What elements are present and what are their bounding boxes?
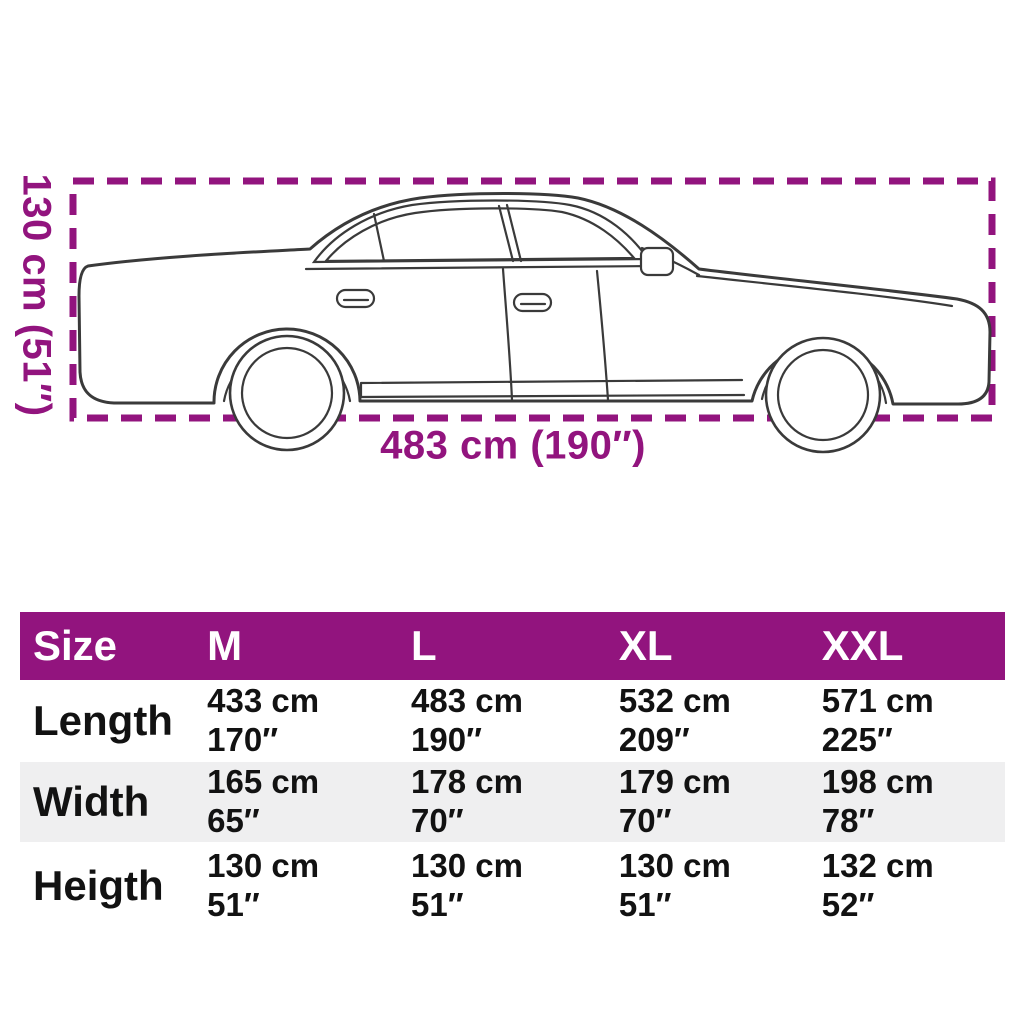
length-l: 483 cm 190″ — [411, 682, 523, 758]
column-header-m: M — [207, 622, 243, 669]
front-wheel — [766, 338, 880, 452]
column-header-size: Size — [33, 622, 118, 669]
width-xxl: 198 cm 78″ — [821, 763, 934, 839]
width-xl: 179 cm 70″ — [618, 763, 731, 839]
table-row-length — [20, 680, 1005, 762]
row-label: Heigth — [33, 862, 164, 909]
side-mirror — [641, 248, 673, 275]
column-header-l: L — [411, 622, 437, 669]
table-header-row — [20, 612, 1005, 680]
length-dimension-label: 483 cm (190″) — [380, 423, 646, 468]
heigth-l: 130 cm 51″ — [411, 847, 523, 923]
length-m: 433 cm 170″ — [207, 682, 320, 758]
heigth-xxl: 132 cm 52″ — [821, 847, 934, 923]
table-row-heigth — [20, 842, 1005, 930]
height-dimension-label: 130 cm (51″) — [14, 173, 59, 417]
size-chart-table — [20, 612, 1005, 930]
length-xxl: 571 cm 225″ — [821, 682, 934, 758]
rear-wheel — [230, 336, 344, 450]
row-label: Length — [33, 697, 173, 744]
heigth-xl: 130 cm 51″ — [618, 847, 731, 923]
table-row-width — [20, 762, 1005, 842]
heigth-m: 130 cm 51″ — [207, 847, 320, 923]
column-header-xxl: XXL — [821, 622, 904, 669]
width-m: 165 cm 65″ — [207, 763, 320, 839]
width-l: 178 cm 70″ — [411, 763, 523, 839]
length-xl: 532 cm 209″ — [618, 682, 731, 758]
car-illustration — [79, 194, 990, 453]
row-label: Width — [33, 778, 150, 825]
column-header-xl: XL — [618, 622, 673, 669]
